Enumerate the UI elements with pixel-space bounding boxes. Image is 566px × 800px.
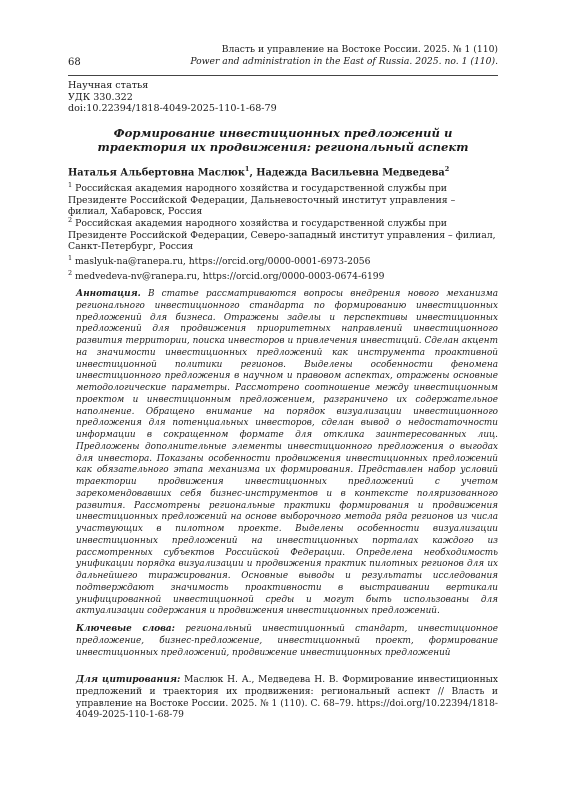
author-separator: , bbox=[249, 167, 257, 179]
udc-code: УДК 330.322 bbox=[68, 91, 133, 103]
abstract-label: Аннотация. bbox=[76, 289, 141, 299]
author-contacts bbox=[68, 253, 498, 283]
page-number: 68 bbox=[68, 57, 81, 68]
contact-1 bbox=[68, 253, 498, 268]
affiliation-text-2: Российская академия народного хозяйства и государственной службы при Президенте Российской Федерации, Северо-западный институт управления – филиал, Санкт-Петербург, Россия bbox=[68, 218, 496, 253]
affiliation-sup-2: 2 bbox=[68, 216, 73, 224]
contact-sup-2: 2 bbox=[68, 268, 73, 277]
contact-text-1: maslyuk-na@ranepa.ru, https://orcid.org/0000-0001-6973-2056 bbox=[72, 256, 371, 268]
keywords-label: Ключевые слова: bbox=[76, 624, 175, 634]
citation-text: Маслюк Н. А., Медведева Н. В. Формирование инвестиционных предложений и траектория их продвижения: региональный аспект // Власть и управление на Востоке России. 2025. № 1 (110). С. 68–79. https://doi.org/10.22394/1818-4049-2025-110-1-68-79 bbox=[76, 675, 499, 721]
contact-sup-1: 1 bbox=[68, 254, 73, 262]
affiliation-1 bbox=[68, 180, 498, 218]
article-meta bbox=[68, 80, 277, 115]
author-name-2: Надежда Васильевна Медведева bbox=[256, 167, 445, 179]
journal-title-en: Power and administration in the East of Russia. 2025. no. 1 (110). bbox=[190, 56, 498, 67]
author-sup-2: 2 bbox=[444, 165, 450, 173]
article-type: Научная статья bbox=[68, 80, 149, 91]
article-title bbox=[68, 126, 498, 154]
author-name-1: Наталья Альбертовна Маслюк bbox=[68, 167, 245, 179]
abstract-text: В статье рассматриваются вопросы внедрения нового механизма регионального инвестиционного стандарта по формированию инвестиционных предложений для бизнеса. Отражены заделы и перспективы инвестиционных предложений для продвижения приоритетных направлений инвестиционного развития территории, поиска инвесторов и привлечения инвестиций. Сделан акцент на значимости инвестиционных предложений как инструмента проактивной инвестиционной политики регионов. Выделены особенности феномена инвестиционного предложения в научном и правовом аспектах, отражены основные методологические параметры. Рассмотрено соотношение между инвестиционным проектом и инвестиционным предложением, разграничено их содержательное наполнение. Обращено внимание на порядок визуализации инвестиционного предложения для потенциальных инвесторов, сделан вывод о недостаточности информации в сокращенном формате для отклика заинтересованных лиц. Предложены дополнительные элементы инвестиционного предложения о выгодах для инвестора. Показаны особенности продвижения инвестиционных предложений как обязательного этапа механизма их формирования. Представлен набор условий траектории продвижения инвестиционных предложений с учетом зарекомендовавших себя бизнес-инструментов и в контексте поляризованного развития. Рассмотрены региональные практики формирования и продвижения инвестиционных предложений на основе выборочного метода ряда регионов из числа участвующих в пилотном проекте. Выделены особенности визуализации инвестиционных предложений на инвестиционных порталах каждого из рассмотренных субъектов Российской Федерации. Определена необходимость унификации порядка визуализации и продвижения практик пилотных регионов для их дальнейшего тиражирования. Основные выводы и результаты исследования подтверждают значимость проактивности в выстраивании вертикали унифицированной инвестиционной среды и могут быть использованы для актуализации содержания и продвижения инвестиционных предложений. bbox=[76, 289, 498, 617]
affiliation-text-1: Российская академия народного хозяйства и государственной службы при Президенте Российской Федерации, Дальневосточный институт управления – филиал, Хабаровск, Россия bbox=[68, 183, 456, 218]
header-divider bbox=[68, 75, 498, 76]
running-header bbox=[68, 44, 498, 72]
abstract bbox=[76, 289, 498, 618]
title-line-1: Формирование инвестиционных предложений и bbox=[113, 126, 453, 140]
title-line-2: траектория их продвижения: региональный аспект bbox=[97, 140, 469, 154]
contact-2 bbox=[68, 268, 498, 283]
keywords-text: региональный инвестиционный стандарт, инвестиционное предложение, бизнес-предложение, инвестиционный проект, формирование инвестиционных предложений, продвижение инвестиционных предложений bbox=[76, 624, 498, 658]
doi: doi:10.22394/1818-4049-2025-110-1-68-79 bbox=[68, 103, 277, 114]
journal-title-ru: Власть и управление на Востоке России. 2025. № 1 (110) bbox=[221, 44, 498, 55]
citation bbox=[76, 674, 498, 722]
keywords bbox=[76, 624, 498, 659]
author-sup-1: 1 bbox=[244, 165, 250, 173]
affiliation-2 bbox=[68, 215, 498, 253]
citation-label: Для цитирования: bbox=[76, 674, 181, 685]
author-list bbox=[68, 165, 498, 178]
journal-reference bbox=[190, 44, 498, 68]
affiliation-sup-1: 1 bbox=[68, 181, 73, 189]
contact-text-2: medvedeva-nv@ranepa.ru, https://orcid.org/0000-0003-0674-6199 bbox=[72, 270, 385, 282]
